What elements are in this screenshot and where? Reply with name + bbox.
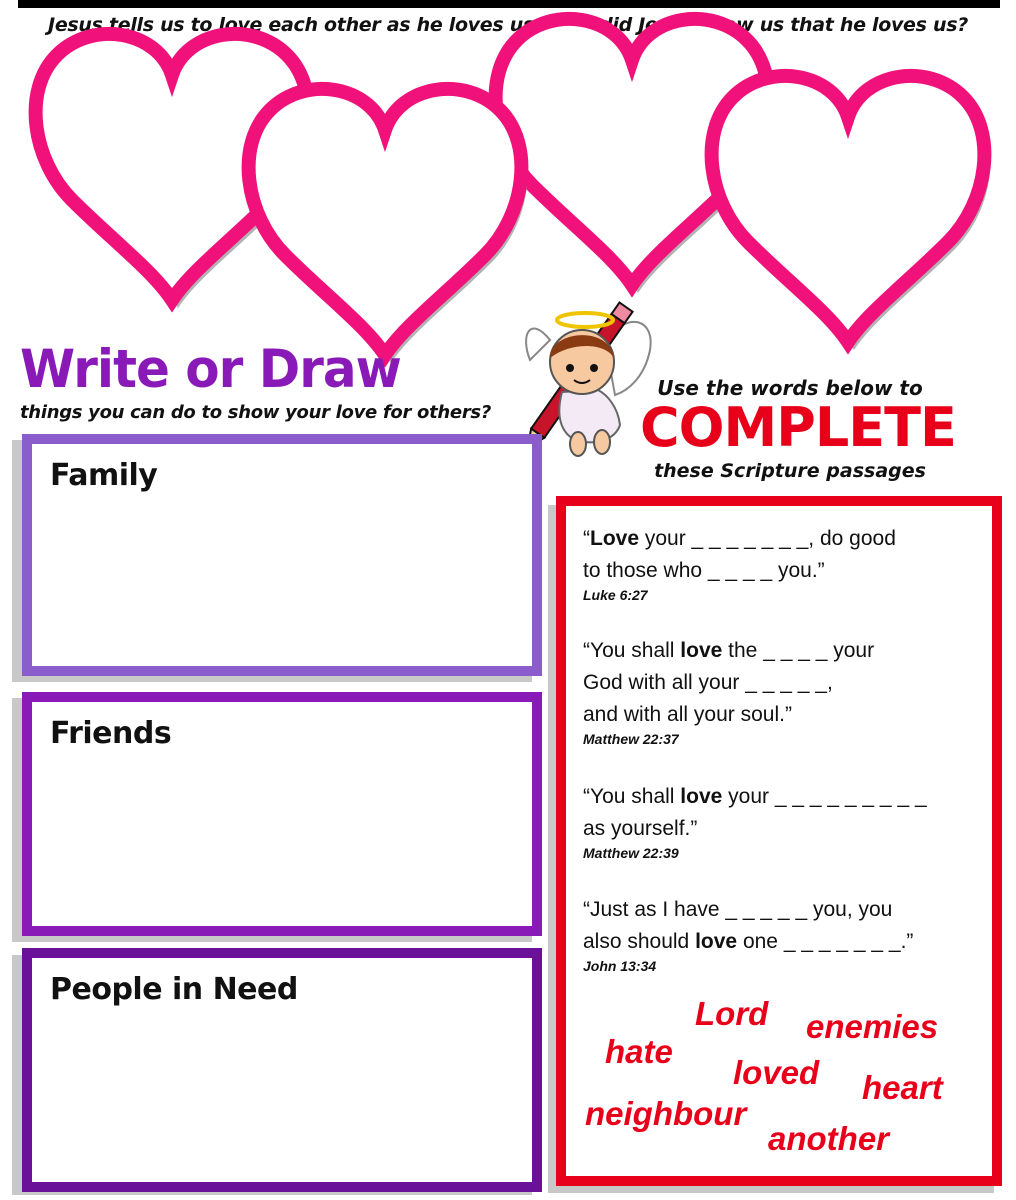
write-or-draw-subtitle: things you can do to show your love for others? [20,402,491,423]
passage-4: “Just as I have _ _ _ _ _ you, you also should love one _ _ _ _ _ _ _.” John 13:34 [583,898,914,974]
heart-2-icon [249,89,528,363]
word-enemies: enemies [806,1008,939,1045]
family-box[interactable] [22,434,542,676]
passage-3: “You shall love your _ _ _ _ _ _ _ _ _ as yourself.” Matthew 22:39 [583,785,927,861]
word-neighbour: neighbour [585,1095,747,1132]
friends-title: Friends [50,716,172,751]
passage-1-ref: Luke 6:27 [583,587,648,603]
scripture-label: these Scripture passages [654,460,926,482]
word-heart: heart [862,1069,943,1106]
word-loved: loved [733,1054,820,1091]
use-words-text: Use the words below to [657,376,923,400]
passage-2-ref: Matthew 22:37 [583,731,679,747]
passage-1: “Love your _ _ _ _ _ _ _, do good to those who _ _ _ _ you.” Luke 6:27 [583,527,896,603]
friends-box[interactable] [22,692,542,936]
passage-3-ref: Matthew 22:39 [583,845,679,861]
word-lord: Lord [695,995,769,1032]
family-title: Family [50,458,158,493]
prompt-question: Jesus tells us to love each other as he loves us. How did Jesus show us that he loves us? [48,14,968,36]
people-in-need-title: People in Need [50,972,298,1007]
passage-4-ref: John 13:34 [583,958,657,974]
word-hate: hate [605,1033,673,1070]
heart-4-icon [712,76,991,350]
people-in-need-box[interactable] [22,948,542,1192]
passage-2: “You shall love the _ _ _ _ your God with all your _ _ _ _ _, and with all your soul.” Matthew 22:37 [583,639,875,747]
write-or-draw-heading: Write or Draw [20,338,401,400]
complete-heading: COMPLETE [640,396,956,459]
word-another: another [768,1120,890,1157]
